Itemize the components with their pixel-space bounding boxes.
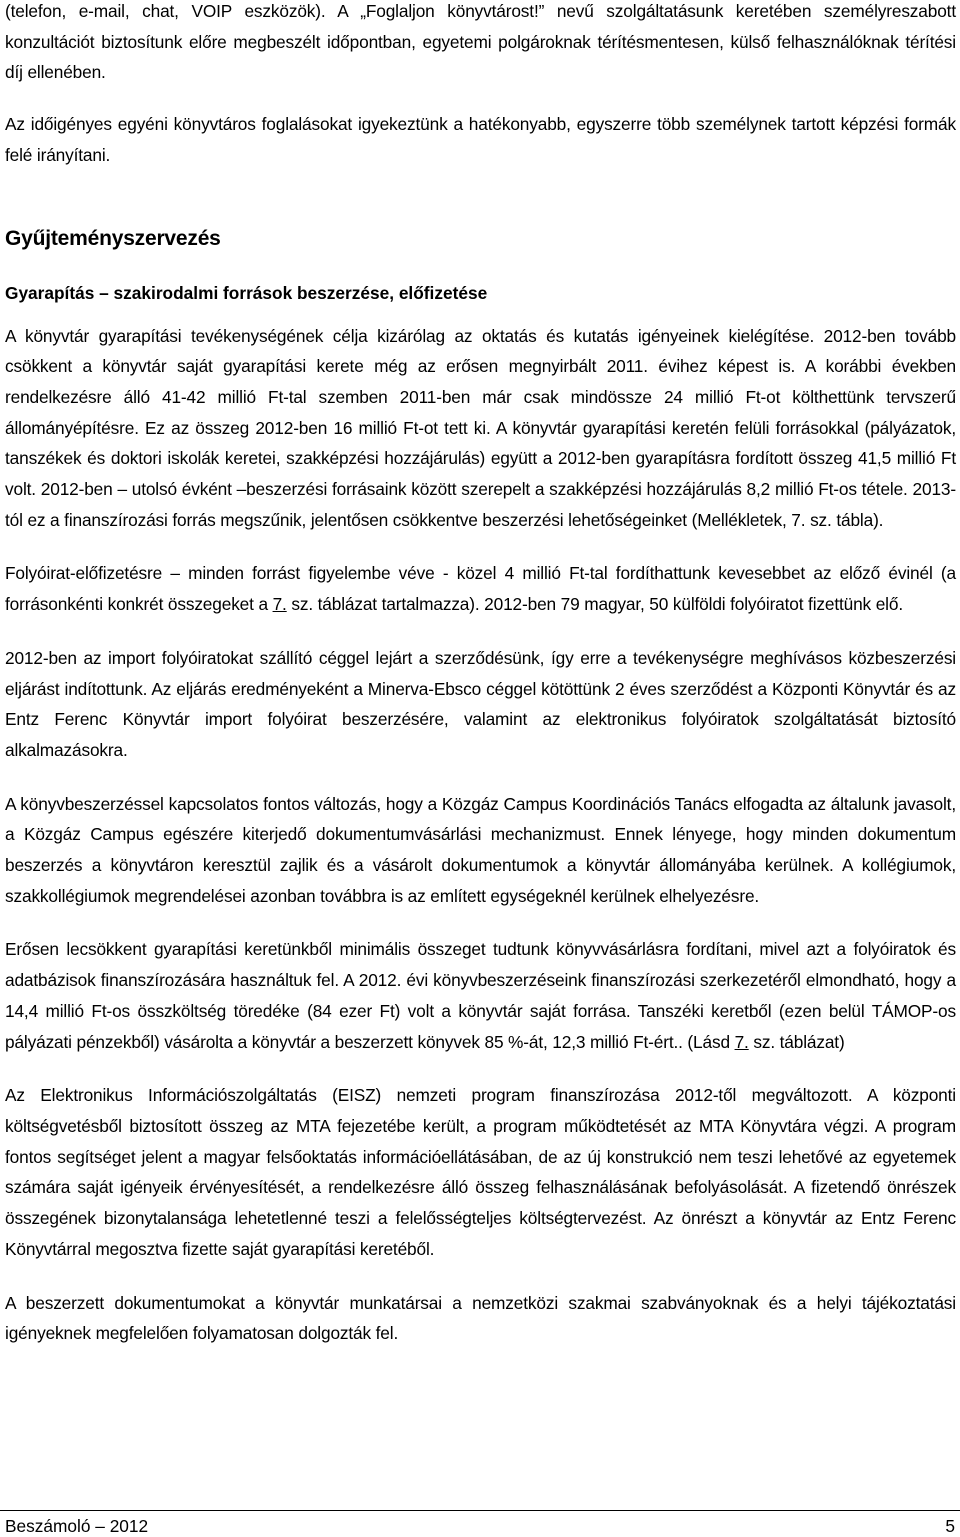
text-fragment: Folyóirat-előfizetésre – minden forrást figyelembe véve - közel 4 millió Ft-tal fordíthattunk kevesebbet az előző évinél (a forrásonkénti konkrét összegeket a — [5, 563, 956, 615]
paragraph-book-purchasing — [5, 934, 956, 1057]
table-7-link[interactable]: 7. — [272, 594, 287, 615]
document-page — [5, 0, 956, 1349]
paragraph-processing: A beszerzett dokumentumokat a könyvtár munkatársai a nemzetközi szakmai szabványoknak és a helyi tájékoztatási igényeknek megfelelően folyamatosan dolgozták fel. — [5, 1292, 956, 1344]
section-subheading: Gyarapítás – szakirodalmi források beszerzése, előfizetése — [5, 282, 488, 303]
paragraph-journal-subscriptions — [5, 558, 956, 619]
paragraph-acquisition-budget: A könyvtár gyarapítási tevékenységének célja kizárólag az oktatás és kutatás igényeinek kielégítése. 2012-ben tovább csökkent a könyvtár saját gyarapítási kerete még az erősen megnyirbált 2011. évihez képest is. A korábbi években rendelkezésre álló 41-42 millió Ft-tal szemben 2011-ben már csak mindössze 24 millió Ft-ot költhettünk tervszerű állományépítésre. Ez az összeg 2012-ben 16 millió Ft-ot tett ki. A könyvtár gyarapítási keretén felüli forrásokkal (pályázatok, tanszékek és doktori iskolák keretei, szakképzési hozzájárulás) együtt a 2012-ben gyarapításra fordított összeg 41,5 millió Ft volt. 2012-ben – utolsó évként –beszerzési forrásaink között szerepelt a szakképzési hozzájárulás 8,2 millió Ft-os tétele. 2013-tól ez a finanszírozási forrás megszűnik, jelentősen csökkentve beszerzési lehetőségeinket (Mellékletek, 7. sz. tábla). — [5, 325, 956, 530]
paragraph-eisz-program: Az Elektronikus Információszolgáltatás (EISZ) nemzeti program finanszírozása 2012-től megváltozott. A központi költségvetésből biztosított összeg az MTA fejezetébe került, a program működtetését az MTA Könyvtára végzi. A program fontos segítséget jelent a magyar felsőoktatás információellátásában, de az új konstrukció nem teszi lehetővé az egyetemek számára saját igényeik érvényesítését, a rendelkezésre álló összeg felhasználásának befolyásolását. A fizetendő önrészek összegének bizonytalansága lehetetlenné teszi a felelősségteljes költségtervezést. Az önrészt a könyvtár az Entz Ferenc Könyvtárral megosztva fizette saját gyarapítási keretéből. — [5, 1085, 956, 1259]
footer-title: Beszámoló – 2012 — [5, 1516, 149, 1536]
footer-divider — [0, 1510, 960, 1511]
paragraph-campus-purchasing: A könyvbeszerzéssel kapcsolatos fontos változás, hogy a Közgáz Campus Koordinációs Tanács elfogadta az általunk javasolt, a Közgáz Campus egészére kiterjedő dokumentumvásárlási mechanizmust. Ennek lényege, hogy minden dokumentum beszerzés a könyvtáron keresztül zajlik és a vásárolt dokumentumok a könyvtár állományába kerülnek. A kollégiumok, szakkollégiumok megrendelései azonban továbbra is az említett egységeknél kerülnek elhelyezésre. — [5, 793, 956, 906]
text-fragment: Erősen lecsökkent gyarapítási keretünkből minimális összeget tudtunk könyvvásárlásra fordítani, mivel azt a folyóiratok és adatbázisok finanszírozására használtuk fel. A 2012. évi könyvbeszerzéseink finanszírozási szerkezetéről elmondható, hogy a 14,4 millió Ft-os összköltség töredéke (84 ezer Ft) volt a könyvtár saját forrása. Tanszéki keretből (ezen belül TÁMOP-os pályázati pénzekből) vásárolta a könyvtár a beszerzett könyvek 85 %-át, 12,3 millió Ft-ért.. (Lásd — [5, 939, 956, 1052]
paragraph-import-journals: 2012-ben az import folyóiratokat szállító céggel lejárt a szerződésünk, így erre a tevékenységre meghívásos közbeszerzési eljárást indítottunk. Az eljárás eredményeként a Minerva-Ebsco céggel kötöttünk 2 éves szerződést a Központi Könyvtár és az Entz Ferenc Könyvtár import folyóirat beszerzésére, valamint az elektronikus folyóiratok szolgáltatását biztosító alkalmazásokra. — [5, 647, 956, 760]
page-number: 5 — [945, 1516, 955, 1536]
table-7-link[interactable]: 7. — [734, 1031, 749, 1052]
page-footer — [5, 1515, 955, 1537]
paragraph-group-training: Az időigényes egyéni könyvtáros foglalásokat igyekeztünk a hatékonyabb, egyszerre több személynek tartott képzési formák felé irányítani. — [5, 114, 956, 165]
text-fragment: sz. táblázat) — [748, 1031, 845, 1052]
paragraph-contact-services: (telefon, e-mail, chat, VOIP eszközök). A „Foglaljon könyvtárost!” nevű szolgáltatásunk keretében személyreszabott konzultációt biztosítunk előre megbeszélt időpontban, egyetemi polgároknak térítésmentesen, külső felhasználóknak térítési díj ellenében. — [5, 1, 956, 83]
section-heading: Gyűjteményszervezés — [5, 226, 221, 250]
text-fragment: sz. táblázat tartalmazza). 2012-ben 79 magyar, 50 külföldi folyóiratot fizettünk elő. — [286, 594, 903, 615]
